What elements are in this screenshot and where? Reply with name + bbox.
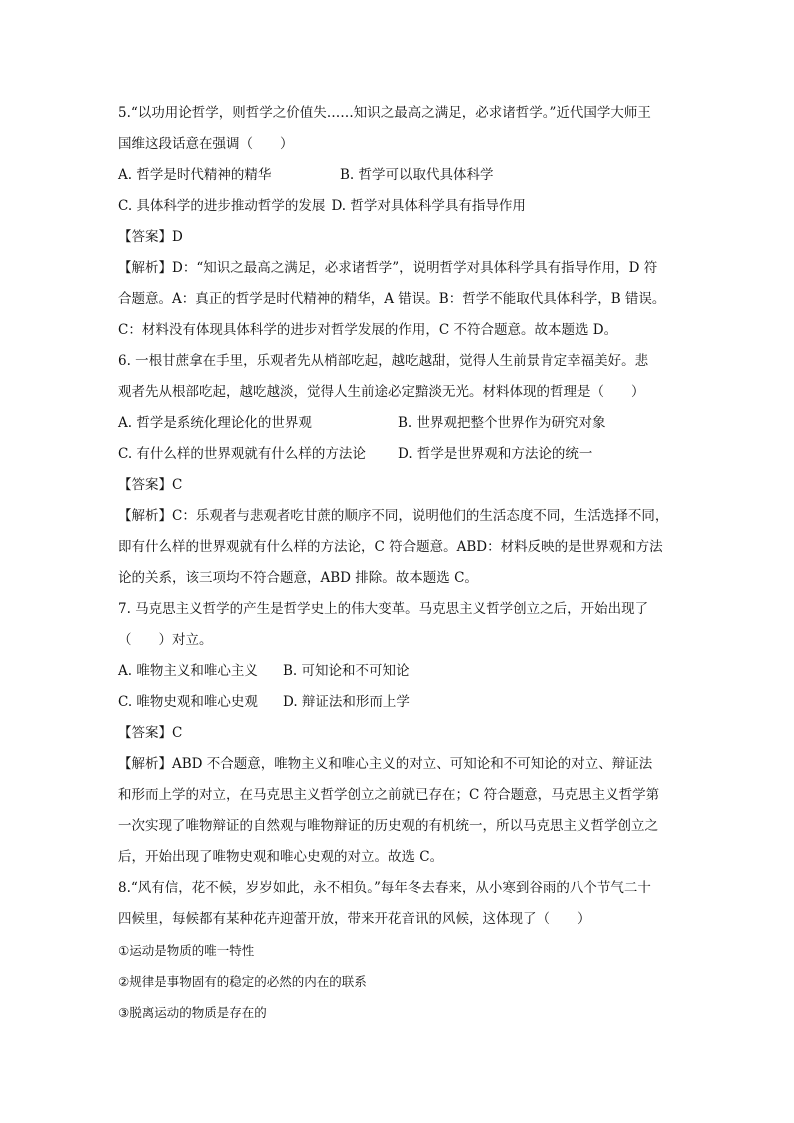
option-c: C. 唯物史观和唯心史观 bbox=[118, 694, 258, 710]
options-row bbox=[118, 191, 688, 222]
analysis-line: C：材料没有体现具体科学的进步对哲学发展的作用，C 不符合题意。故本题选 D。 bbox=[118, 322, 618, 338]
question-stem: （ ）对立。 bbox=[118, 632, 213, 648]
option-d: D. 哲学是世界观和方法论的统一 bbox=[398, 446, 593, 462]
analysis-line: 后，开始出现了唯物史观和唯心史观的对立。故选 C。 bbox=[118, 849, 444, 865]
option-a: A. 哲学是时代精神的精华 bbox=[118, 167, 272, 183]
option-d: D. 辩证法和形而上学 bbox=[283, 694, 410, 710]
question-stem: 8.“风有信，花不候，岁岁如此，永不相负。”每年冬去春来，从小寒到谷雨的八个节气二十 bbox=[118, 880, 651, 896]
analysis-line: 论的关系，该三项均不符合题意，ABD 排除。故本题选 C。 bbox=[118, 570, 478, 586]
statement-item: ③脱离运动的物质是存在的 bbox=[118, 1005, 267, 1020]
question-stem: 国维这段话意在强调（ ） bbox=[118, 136, 294, 152]
question-7 bbox=[118, 594, 688, 873]
question-5 bbox=[118, 98, 688, 346]
question-stem: 5.“以功用论哲学，则哲学之价值失……知识之最高之满足，必求诸哲学。”近代国学大师王 bbox=[118, 105, 651, 121]
analysis-line: 即有什么样的世界观就有什么样的方法论，C 符合题意。ABD：材料反映的是世界观和方法 bbox=[118, 539, 663, 555]
answer: 【答案】C bbox=[118, 725, 183, 741]
analysis-line: 合题意。A：真正的哲学是时代精神的精华，A 错误。B：哲学不能取代具体科学，B 错误。 bbox=[118, 291, 666, 307]
question-stem: 7. 马克思主义哲学的产生是哲学史上的伟大变革。马克思主义哲学创立之后，开始出现了 bbox=[118, 601, 649, 617]
option-b: B. 世界观把整个世界作为研究对象 bbox=[398, 415, 606, 431]
statement-item: ①运动是物质的唯一特性 bbox=[118, 943, 255, 958]
analysis-line: 【解析】ABD 不合题意，唯物主义和唯心主义的对立、可知论和不可知论的对立、辩证法 bbox=[118, 756, 653, 772]
options-row bbox=[118, 687, 688, 718]
options-row bbox=[118, 656, 688, 687]
analysis-line: 一次实现了唯物辩证的自然观与唯物辩证的历史观的有机统一，所以马克思主义哲学创立之 bbox=[118, 818, 658, 834]
question-stem: 6. 一根甘蔗拿在手里，乐观者先从梢部吃起，越吃越甜，觉得人生前景肯定幸福美好。悲 bbox=[118, 353, 649, 369]
option-b: B. 可知论和不可知论 bbox=[283, 663, 410, 679]
analysis-line: 【解析】C：乐观者与悲观者吃甘蔗的顺序不同，说明他们的生活态度不同，生活选择不同， bbox=[118, 508, 669, 524]
options-row bbox=[118, 439, 688, 470]
option-c: C. 有什么样的世界观就有什么样的方法论 bbox=[118, 446, 366, 462]
question-8 bbox=[118, 873, 688, 1028]
option-c: C. 具体科学的进步推动哲学的发展 bbox=[118, 198, 326, 214]
option-d: D. 哲学对具体科学具有指导作用 bbox=[331, 198, 526, 214]
question-6 bbox=[118, 346, 688, 594]
answer: 【答案】C bbox=[118, 477, 183, 493]
option-a: A. 唯物主义和唯心主义 bbox=[118, 663, 258, 679]
analysis-line: 和形而上学的对立，在马克思主义哲学创立之前就已存在；C 符合题意，马克思主义哲学第 bbox=[118, 787, 660, 803]
options-row bbox=[118, 160, 688, 191]
question-stem: 四候里，每候都有某种花卉迎蕾开放，带来开花音讯的风候，这体现了（ ） bbox=[118, 911, 591, 927]
document-page bbox=[118, 98, 688, 1028]
analysis-line: 【解析】D：“知识之最高之满足，必求诸哲学”，说明哲学对具体科学具有指导作用，D 符 bbox=[118, 260, 658, 276]
options-row bbox=[118, 408, 688, 439]
option-a: A. 哲学是系统化理论化的世界观 bbox=[118, 415, 312, 431]
option-b: B. 哲学可以取代具体科学 bbox=[340, 167, 494, 183]
answer: 【答案】D bbox=[118, 229, 183, 245]
statement-item: ②规律是事物固有的稳定的必然的内在的联系 bbox=[118, 974, 367, 989]
question-stem: 观者先从根部吃起，越吃越淡，觉得人生前途必定黯淡无光。材料体现的哲理是（ ） bbox=[118, 384, 645, 400]
